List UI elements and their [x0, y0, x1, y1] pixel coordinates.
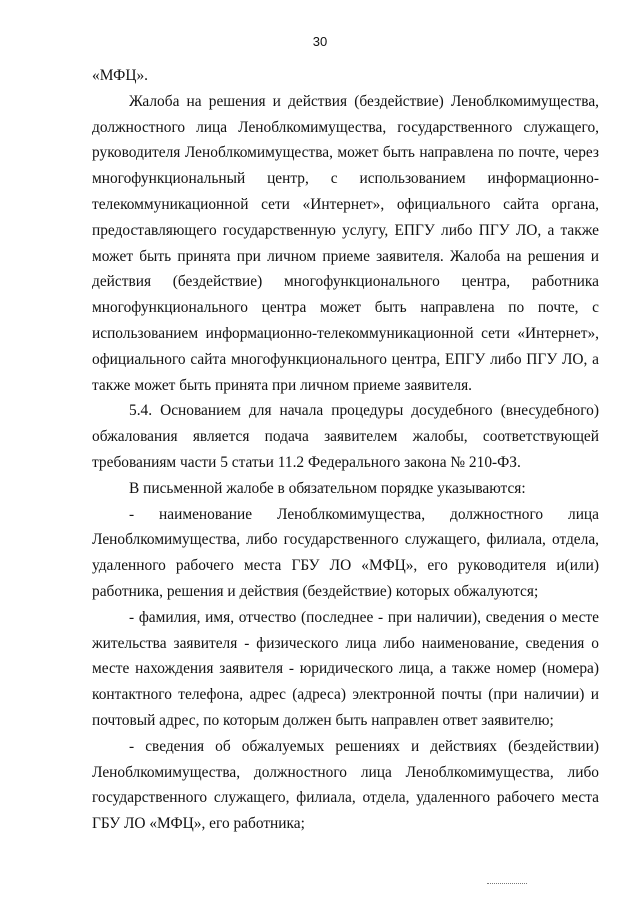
text-line: телекоммуникационной сети «Интернет», официального сайта органа, — [92, 195, 599, 213]
text-line: предоставляющего государственную услугу, ЕПГУ либо ПГУ ЛО, а также — [92, 221, 599, 239]
text-line: обжалования является подача заявителем жалобы, соответствующей — [92, 428, 599, 446]
text-line: государственного служащего, филиала, отдела, удаленного рабочего места — [92, 789, 599, 807]
text-line: многофункционального центра может быть направлена по почте, с — [92, 299, 599, 317]
scan-artifact — [487, 883, 527, 887]
text-line: Жалоба на решения и действия (бездействие) Леноблкомимущества, — [129, 92, 599, 110]
text-line: - наименование Леноблкомимущества, должностного лица — [129, 505, 599, 523]
text-line: - сведения об обжалуемых решениях и действиях (бездействии) — [129, 737, 599, 755]
text-line: может быть принята при личном приеме заявителя. Жалоба на решения и — [92, 247, 599, 265]
document-body — [92, 63, 599, 837]
text-line: должностного лица Леноблкомимущества, государственного служащего, — [92, 118, 599, 136]
text-line: - фамилия, имя, отчество (последнее - при наличии), сведения о месте — [129, 608, 599, 626]
text-line: 5.4. Основанием для начала процедуры досудебного (внесудебного) — [129, 402, 599, 420]
text-line: также может быть принята при личном приеме заявителя. — [92, 376, 473, 394]
text-line: удаленного рабочего места ГБУ ЛО «МФЦ», его руководителя и(или) — [92, 557, 599, 575]
text-line: работника, решения и действия (бездействие) которых обжалуются; — [92, 582, 539, 600]
text-line: В письменной жалобе в обязательном порядке указываются: — [129, 479, 526, 497]
text-line: Леноблкомимущества, должностного лица Леноблкомимущества, либо — [92, 763, 599, 781]
text-line: Леноблкомимущества, либо государственного служащего, филиала, отдела, — [92, 531, 599, 549]
text-line: использованием информационно-телекоммуникационной сети «Интернет», — [92, 324, 599, 342]
text-line: «МФЦ». — [92, 67, 148, 84]
text-line: требованиям части 5 статьи 11.2 Федерального закона № 210-ФЗ. — [92, 453, 521, 471]
page-number: 30 — [312, 34, 328, 49]
text-line: месте нахождения заявителя - юридического лица, а также номер (номера) — [92, 660, 599, 678]
text-line: ГБУ ЛО «МФЦ», его работника; — [92, 815, 305, 833]
text-line: многофункциональный центр, с использованием информационно- — [92, 170, 599, 188]
text-line: контактного телефона, адрес (адреса) электронной почты (при наличии) и — [92, 686, 599, 704]
text-line: руководителя Леноблкомимущества, может быть направлена по почте, через — [92, 144, 599, 162]
text-line: жительства заявителя - физического лица либо наименование, сведения о — [92, 634, 599, 652]
text-line: почтовый адрес, по которым должен быть направлен ответ заявителю; — [92, 711, 554, 729]
text-line: официального сайта многофункционального центра, ЕПГУ либо ПГУ ЛО, а — [92, 350, 599, 368]
text-line: действия (бездействие) многофункционального центра, работника — [92, 273, 599, 291]
